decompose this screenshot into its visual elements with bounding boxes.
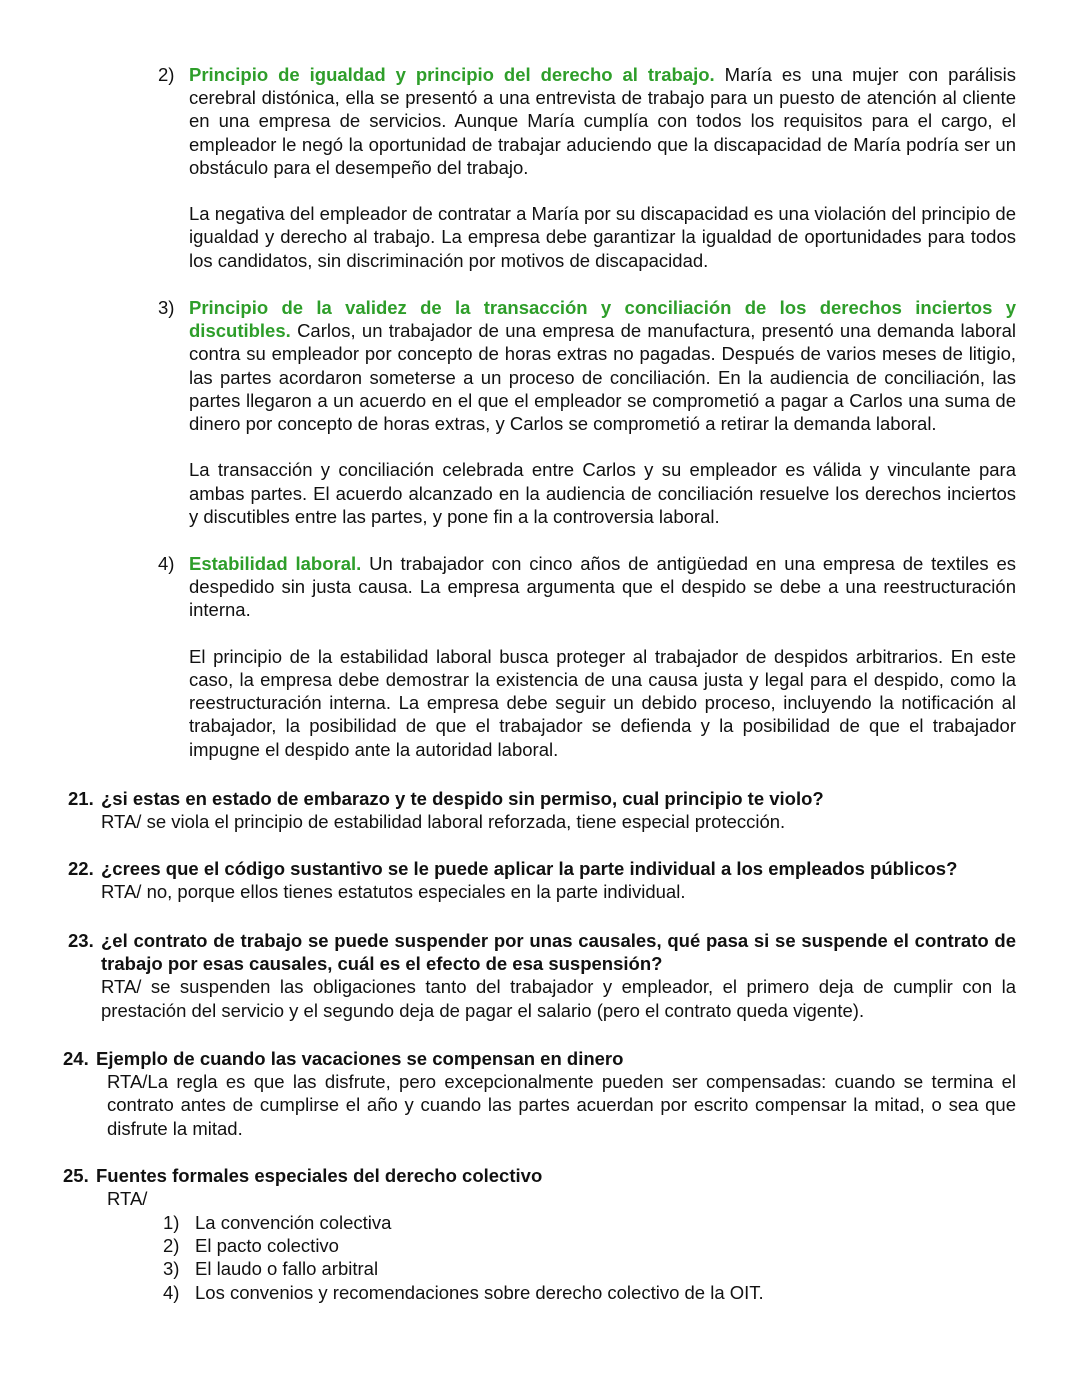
question-answer: RTA/La regla es que las disfrute, pero excepcionalmente pueden ser compensadas: cuando se termina el contrato antes de cumplirse el año y cuando las partes acuerdan por escrito compensar la mitad, o sea que disfrute la mitad. (107, 1071, 1016, 1139)
question-number: 22. (68, 858, 94, 879)
question-number: 24. (63, 1048, 89, 1069)
sources-list (163, 1211, 863, 1304)
principle-analysis: El principio de la estabilidad laboral busca proteger al trabajador de despidos arbitrarios. En este caso, la empresa debe demostrar la existencia de una causa justa y legal para el despido, como la reestructuración interna. La empresa debe seguir un debido proceso, incluyendo la notificación al trabajador, la posibilidad de que el trabajador se defienda y la posibilidad de que el trabajador impugne el despido ante la autoridad laboral. (189, 645, 1016, 760)
question-number: 21. (68, 788, 94, 809)
question-answer: RTA/ se viola el principio de estabilidad laboral reforzada, tiene especial protección. (101, 811, 786, 833)
question-item (68, 857, 1016, 903)
question-title: ¿si estas en estado de embarazo y te despido sin permiso, cual principio te violo? (101, 788, 824, 809)
principle-title: Principio de igualdad y principio del derecho al trabajo. (189, 64, 715, 85)
list-item-label: Los convenios y recomendaciones sobre derecho colectivo de la OIT. (195, 1281, 764, 1303)
principle-case: María es una mujer con parálisis cerebral distónica, ella se presentó a una entrevista de trabajo para un puesto de atención al cliente en una empresa de servicios. Aunque María cumplía con todos los requisitos para el cargo, el empleador le negó la oportunidad de trabajar aduciendo que la discapacidad de María podría ser un obstáculo para el desempeño del trabajo. (189, 64, 1017, 178)
question-item (68, 929, 1016, 1022)
principle-number: 2) (158, 64, 175, 85)
list-item (163, 1234, 863, 1257)
question-answer: RTA/ se suspenden las obligaciones tanto del trabajador y empleador, el primero deja de cumplir con la prestación del servicio y el segundo deja de pagar el salario (pero el contrato queda vigente). (101, 976, 1016, 1021)
principle-case: Un trabajador con cinco años de antigüedad en una empresa de textiles es despedido sin justa causa. La empresa argumenta que el despido se debe a una reestructuración interna. (189, 553, 1016, 621)
principle-item (158, 63, 1016, 272)
principle-item (158, 296, 1016, 528)
principle-number: 4) (158, 553, 175, 574)
list-item-number: 1) (163, 1212, 180, 1233)
list-item (163, 1257, 863, 1280)
principle-analysis: La negativa del empleador de contratar a María por su discapacidad es una violación del principio de igualdad y derecho al trabajo. La empresa debe garantizar la igualdad de oportunidades para todos los candidatos, sin discriminación por motivos de discapacidad. (189, 203, 1016, 271)
principle-analysis: La transacción y conciliación celebrada entre Carlos y su empleador es válida y vinculante para ambas partes. El acuerdo alcanzado en la audiencia de conciliación resuelve los derechos inciertos y discutibles entre las partes, y pone fin a la controversia laboral. (189, 459, 1016, 527)
question-item (63, 1047, 1016, 1140)
question-answer: RTA/ no, porque ellos tienes estatutos especiales en la parte individual. (101, 881, 686, 903)
list-item-label: El laudo o fallo arbitral (195, 1258, 379, 1280)
question-number: 25. (63, 1165, 89, 1186)
list-item (163, 1211, 863, 1234)
question-title: Fuentes formales especiales del derecho colectivo (96, 1165, 543, 1186)
question-item (63, 1164, 1016, 1210)
question-answer: RTA/ (107, 1188, 148, 1210)
principle-title: Estabilidad laboral. (189, 553, 362, 574)
list-item-label: El pacto colectivo (195, 1235, 339, 1257)
list-item-label: La convención colectiva (195, 1212, 392, 1233)
principle-number: 3) (158, 297, 175, 318)
principle-title: Principio de la validez de la transacción y conciliación de los derechos inciertos y discutibles. (189, 297, 1016, 342)
question-title: ¿el contrato de trabajo se puede suspender por unas causales, qué pasa si se suspende el contrato de trabajo por esas causales, cuál es el efecto de esa suspensión? (101, 930, 1016, 975)
list-item-number: 3) (163, 1258, 180, 1280)
principle-item (158, 552, 1016, 761)
list-item-number: 2) (163, 1235, 180, 1257)
list-item (163, 1281, 863, 1304)
list-item-number: 4) (163, 1281, 180, 1303)
question-title: Ejemplo de cuando las vacaciones se compensan en dinero (96, 1048, 624, 1069)
question-title: ¿crees que el código sustantivo se le puede aplicar la parte individual a los empleados públicos? (101, 858, 958, 879)
question-number: 23. (68, 930, 94, 951)
principle-case: Carlos, un trabajador de una empresa de manufactura, presentó una demanda laboral contra su empleador por concepto de horas extras no pagadas. Después de varios meses de litigio, las partes acordaron someterse a un proceso de conciliación. En la audiencia de conciliación, las partes llegaron a un acuerdo en el que el empleador se comprometió a pagar a Carlos una suma de dinero por concepto de horas extras, y Carlos se comprometió a retirar la demanda laboral. (189, 320, 1016, 435)
question-item (68, 787, 1016, 833)
